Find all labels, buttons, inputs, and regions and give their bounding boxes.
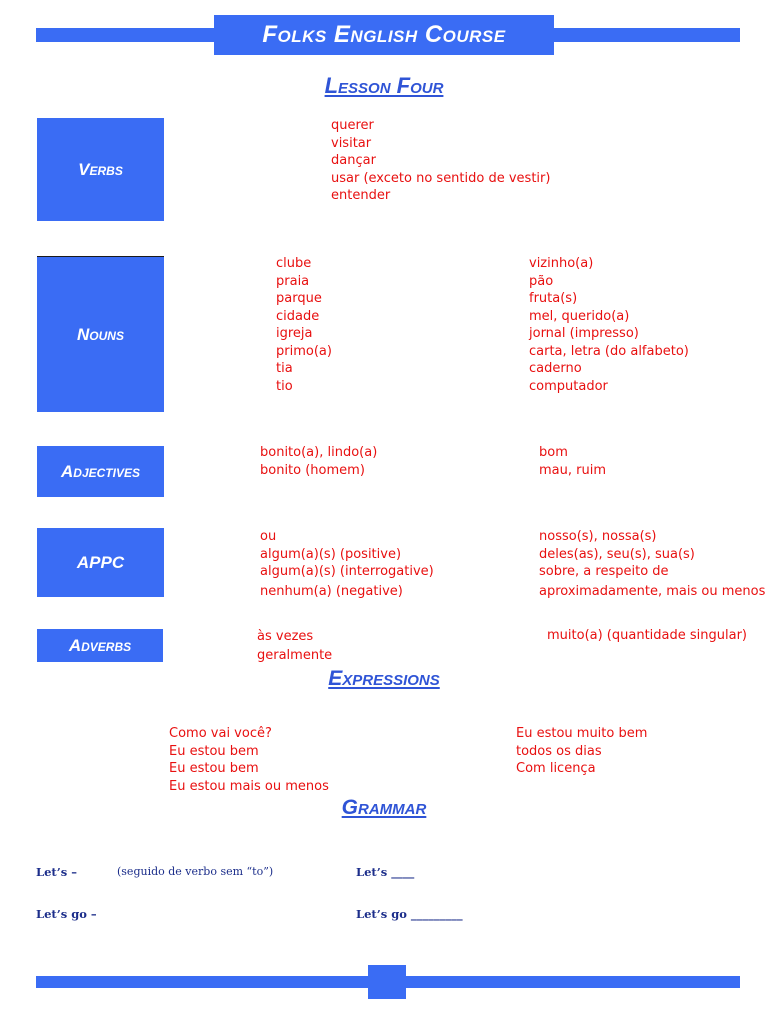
adverbs-list-right [547, 627, 747, 645]
list-item: mel, querido(a) [529, 308, 630, 324]
expressions-list-right [516, 725, 647, 778]
list-item: fruta(s) [529, 291, 578, 306]
list-item: usar (exceto no sentido de vestir) [331, 170, 551, 186]
list-item: mau, ruim [539, 462, 606, 478]
list-item: querer [331, 118, 374, 133]
list-item: entender [331, 188, 391, 203]
lets-label: Let’s – [36, 865, 77, 879]
list-item: tio [276, 378, 293, 394]
list-item: bom [539, 445, 568, 460]
list-item: pão [529, 273, 554, 289]
list-item: praia [276, 273, 310, 289]
lets-blank: Let’s ____ [356, 865, 415, 879]
grammar-title: Grammar [341, 796, 427, 819]
appc-label: APPC [37, 528, 164, 597]
list-item: Eu estou bem [169, 743, 259, 759]
list-item: bonito (homem) [260, 462, 365, 478]
list-item: muito(a) (quantidade singular) [547, 628, 747, 643]
list-item: parque [276, 291, 322, 306]
list-item: sobre, a respeito de [539, 564, 669, 579]
footer-square [368, 965, 406, 999]
verbs-label: Verbs [37, 118, 164, 221]
list-item: ou [260, 529, 277, 544]
appc-list-left [260, 528, 434, 600]
letsgo-blank: Let’s go _________ [356, 907, 463, 921]
list-item: Com licença [516, 761, 596, 776]
adjectives-list-right [539, 444, 606, 479]
list-item: visitar [331, 135, 372, 151]
list-item: tia [276, 361, 293, 376]
adverbs-list-left [257, 627, 332, 665]
appc-list-right [539, 528, 765, 600]
list-item: carta, letra (do alfabeto) [529, 343, 689, 359]
list-item: primo(a) [276, 343, 332, 359]
nouns-list-left [276, 255, 332, 395]
adjectives-list-left [260, 444, 377, 479]
list-item: Eu estou muito bem [516, 726, 648, 741]
list-item: jornal (impresso) [529, 326, 639, 341]
expressions-title: Expressions [328, 667, 440, 690]
course-title: Folks English Course [214, 15, 554, 55]
list-item: algum(a)(s) (positive) [260, 546, 402, 562]
list-item: Eu estou bem [169, 761, 259, 776]
list-item: deles(as), seu(s), sua(s) [539, 546, 695, 562]
lesson-title: Lesson Four [324, 73, 444, 98]
list-item: clube [276, 256, 312, 271]
list-item: algum(a)(s) (interrogative) [260, 564, 434, 579]
letsgo-label: Let’s go – [36, 907, 97, 921]
list-item: todos os dias [516, 743, 602, 759]
list-item: geralmente [257, 648, 333, 663]
adverbs-label: Adverbs [37, 629, 163, 662]
verbs-list [331, 117, 550, 205]
list-item: Como vai você? [169, 726, 272, 741]
list-item: Eu estou mais ou menos [169, 778, 329, 794]
nouns-label: Nouns [37, 256, 164, 412]
lets-note: (seguido de verbo sem “to”) [117, 865, 274, 878]
list-item: caderno [529, 361, 582, 376]
list-item: nenhum(a) (negative) [260, 583, 403, 599]
list-item: aproximadamente, mais ou menos [539, 583, 766, 599]
list-item: às vezes [257, 629, 314, 644]
list-item: bonito(a), lindo(a) [260, 445, 378, 460]
expressions-list-left [169, 725, 329, 795]
list-item: dançar [331, 153, 376, 168]
adjectives-label: Adjectives [37, 446, 164, 497]
list-item: igreja [276, 326, 313, 341]
list-item: computador [529, 378, 608, 394]
list-item: cidade [276, 308, 320, 324]
nouns-list-right [529, 255, 689, 395]
list-item: nosso(s), nossa(s) [539, 529, 657, 544]
list-item: vizinho(a) [529, 256, 594, 271]
